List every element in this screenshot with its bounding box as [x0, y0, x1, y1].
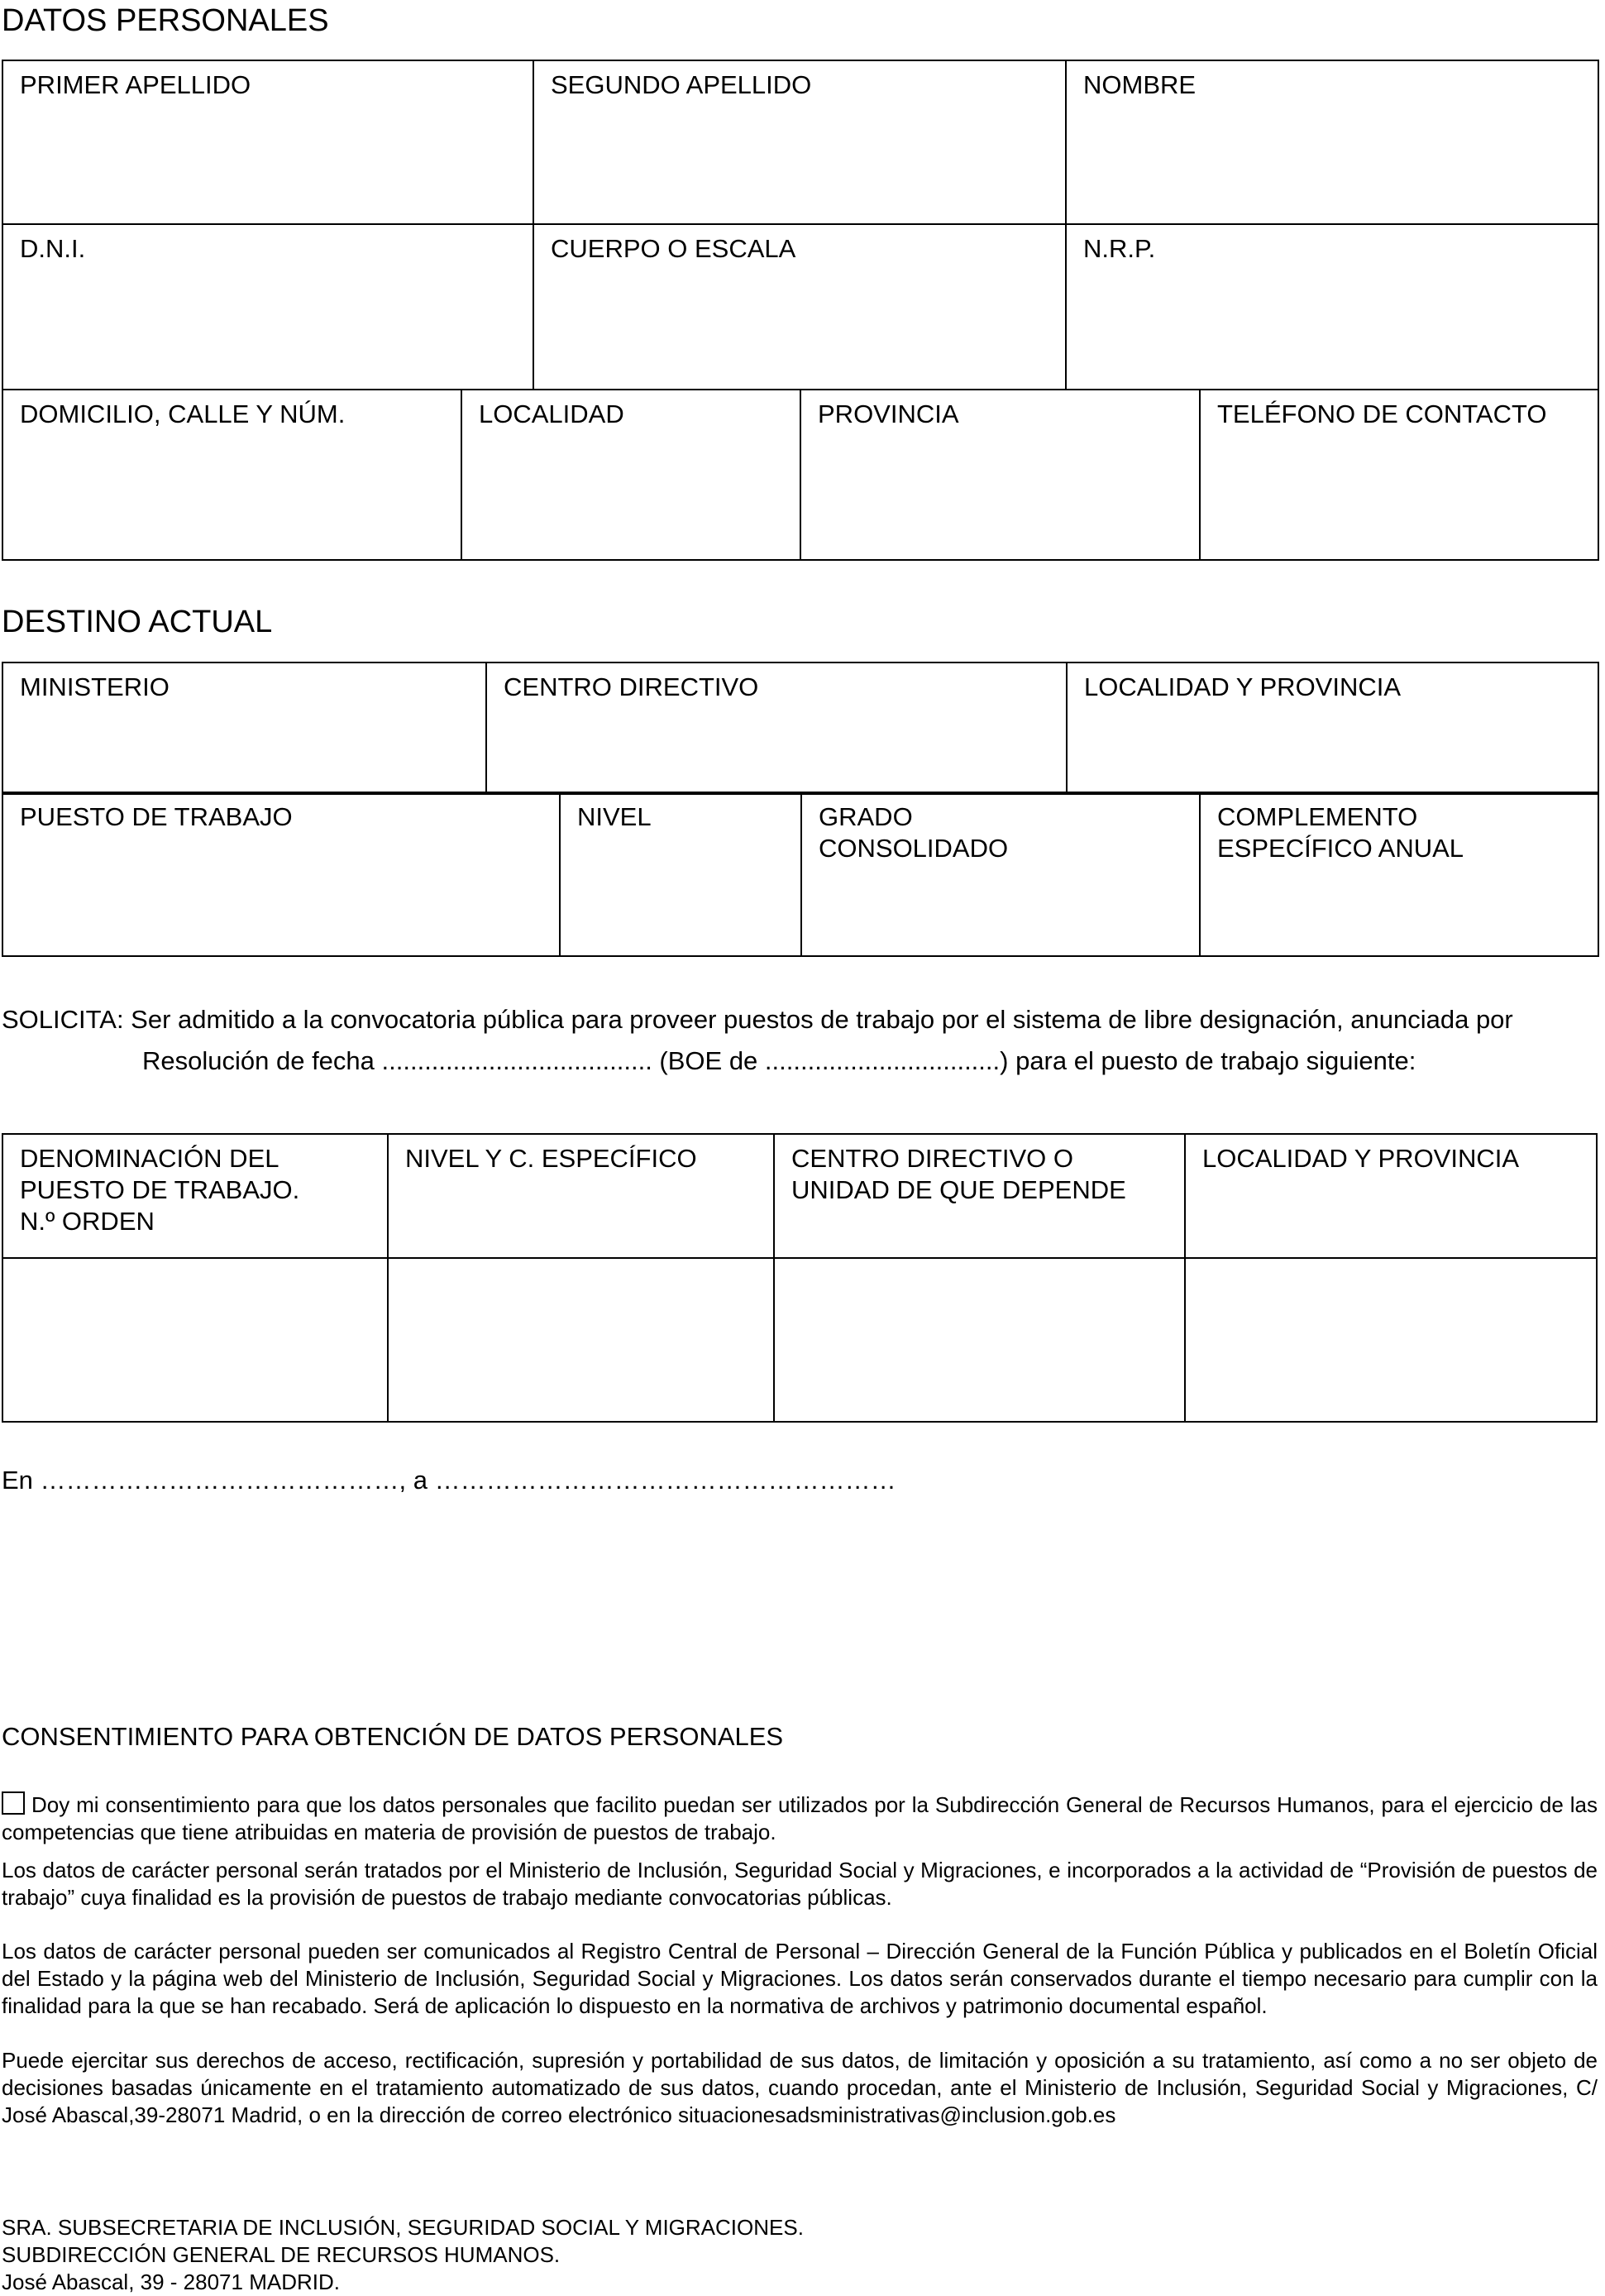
- input-denominacion[interactable]: [2, 1258, 388, 1422]
- field-localidad[interactable]: [461, 390, 800, 560]
- column-header: NIVEL Y C. ESPECÍFICO: [405, 1144, 697, 1173]
- field-label: GRADO CONSOLIDADO: [819, 802, 1009, 863]
- field-label: CUERPO O ESCALA: [551, 234, 796, 263]
- consentimiento-heading: CONSENTIMIENTO PARA OBTENCIÓN DE DATOS PERSONALES: [2, 1722, 784, 1751]
- field-puesto-trabajo[interactable]: [2, 792, 560, 956]
- field-label: NIVEL: [577, 802, 652, 831]
- header-nivel-especifico: [388, 1134, 774, 1258]
- header-localidad-provincia: [1185, 1134, 1597, 1258]
- field-telefono[interactable]: [1200, 390, 1598, 560]
- field-label: DOMICILIO, CALLE Y NÚM.: [20, 399, 346, 428]
- destino-actual-table-row1: [2, 662, 1599, 795]
- field-label: LOCALIDAD Y PROVINCIA: [1084, 672, 1402, 701]
- field-label: NOMBRE: [1083, 70, 1197, 99]
- field-cuerpo-escala[interactable]: [533, 224, 1066, 390]
- field-primer-apellido[interactable]: [2, 60, 533, 224]
- field-domicilio[interactable]: [2, 390, 461, 560]
- header-denominacion: [2, 1134, 388, 1258]
- field-label: LOCALIDAD: [479, 399, 624, 428]
- column-header: LOCALIDAD Y PROVINCIA: [1202, 1144, 1520, 1173]
- field-segundo-apellido[interactable]: [533, 60, 1066, 224]
- consent-paragraph-3: Puede ejercitar sus derechos de acceso, rectificación, supresión y portabilidad de sus datos, de limitación y oposición a su tratamiento, así como a no ser objeto de decisiones basadas únicamente en el tratamiento automatizado de sus datos, cuando procedan, ante el Ministerio de Inclusión, Seguridad Social y Migraciones, C/ José Abascal,39-28071 Madrid, o en la dirección de correo electrónico situacionesadsministrativas@inclusion.gob.es: [2, 2048, 1598, 2127]
- domicilio-table: [2, 389, 1599, 561]
- input-centro-directivo[interactable]: [774, 1258, 1185, 1422]
- solicita-line-1: SOLICITA: Ser admitido a la convocatoria pública para proveer puestos de trabajo por el sistema de libre designación, anunciada por: [2, 1005, 1513, 1034]
- section-title-datos-personales: DATOS PERSONALES: [2, 3, 329, 38]
- field-grado-consolidado[interactable]: [801, 792, 1200, 956]
- input-localidad-provincia[interactable]: [1185, 1258, 1597, 1422]
- field-localidad-provincia[interactable]: [1067, 662, 1598, 794]
- section-title-destino-actual: DESTINO ACTUAL: [2, 605, 273, 639]
- datos-personales-table: [2, 60, 1599, 390]
- destino-actual-table-row2: [2, 792, 1599, 957]
- input-nivel-especifico[interactable]: [388, 1258, 774, 1422]
- consent-checkbox[interactable]: [2, 1791, 25, 1815]
- consent-paragraph-1: Los datos de carácter personal serán tratados por el Ministerio de Inclusión, Seguridad Social y Migraciones, e incorporados a la actividad de “Provisión de puestos de trabajo” cuya finalidad es la provisión de puestos de trabajo mediante convocatorias públicas.: [2, 1858, 1598, 1910]
- column-header: DENOMINACIÓN DEL PUESTO DE TRABAJO. N.º ORDEN: [20, 1144, 300, 1236]
- field-label: D.N.I.: [20, 234, 86, 263]
- field-label: COMPLEMENTO ESPECÍFICO ANUAL: [1217, 802, 1464, 863]
- solicita-line-2: Resolución de fecha ...................................... (BOE de .................................) para el puesto de trabajo siguiente:: [142, 1046, 1416, 1075]
- field-label: PUESTO DE TRABAJO: [20, 802, 293, 831]
- field-label: PROVINCIA: [818, 399, 959, 428]
- field-label: SEGUNDO APELLIDO: [551, 70, 812, 99]
- field-label: N.R.P.: [1083, 234, 1156, 263]
- destinatario-line-1: SRA. SUBSECRETARIA DE INCLUSIÓN, SEGURIDAD SOCIAL Y MIGRACIONES.: [2, 2215, 804, 2240]
- field-provincia[interactable]: [800, 390, 1200, 560]
- consent-checkbox-text: Doy mi consentimiento para que los datos personales que facilito puedan ser utilizados por la Subdirección General de Recursos Humanos, para el ejercicio de las competencias que tiene atribuidas en materia de provisión de puestos de trabajo.: [2, 1792, 1598, 1844]
- field-centro-directivo[interactable]: [486, 662, 1067, 794]
- field-nombre[interactable]: [1066, 60, 1598, 224]
- destinatario-line-2: SUBDIRECCIÓN GENERAL DE RECURSOS HUMANOS.: [2, 2242, 561, 2267]
- destinatario-line-3: José Abascal, 39 - 28071 MADRID.: [2, 2270, 340, 2294]
- puesto-solicitado-table: [2, 1133, 1598, 1423]
- field-nivel[interactable]: [560, 792, 801, 956]
- header-centro-directivo: [774, 1134, 1185, 1258]
- field-ministerio[interactable]: [2, 662, 486, 794]
- lugar-fecha-line[interactable]: En ……………………………………, a ………………………………………………: [2, 1466, 896, 1495]
- field-label: CENTRO DIRECTIVO: [504, 672, 759, 701]
- field-dni[interactable]: [2, 224, 533, 390]
- field-label: TELÉFONO DE CONTACTO: [1217, 399, 1547, 428]
- consent-paragraph-2: Los datos de carácter personal pueden ser comunicados al Registro Central de Personal – Dirección General de la Función Pública y publicados en el Boletín Oficial del Estado y la página web del Ministerio de Inclusión, Seguridad Social y Migraciones. Los datos serán conservados durante el tiempo necesario para cumplir con la finalidad para la que se han recabado. Será de aplicación lo dispuesto en la normativa de archivos y patrimonio documental español.: [2, 1939, 1598, 2018]
- field-label: MINISTERIO: [20, 672, 170, 701]
- consent-checkbox-paragraph: [2, 1791, 1598, 1846]
- field-nrp[interactable]: [1066, 224, 1598, 390]
- column-header: CENTRO DIRECTIVO O UNIDAD DE QUE DEPENDE: [791, 1144, 1126, 1204]
- field-complemento-especifico[interactable]: [1200, 792, 1598, 956]
- field-label: PRIMER APELLIDO: [20, 70, 251, 99]
